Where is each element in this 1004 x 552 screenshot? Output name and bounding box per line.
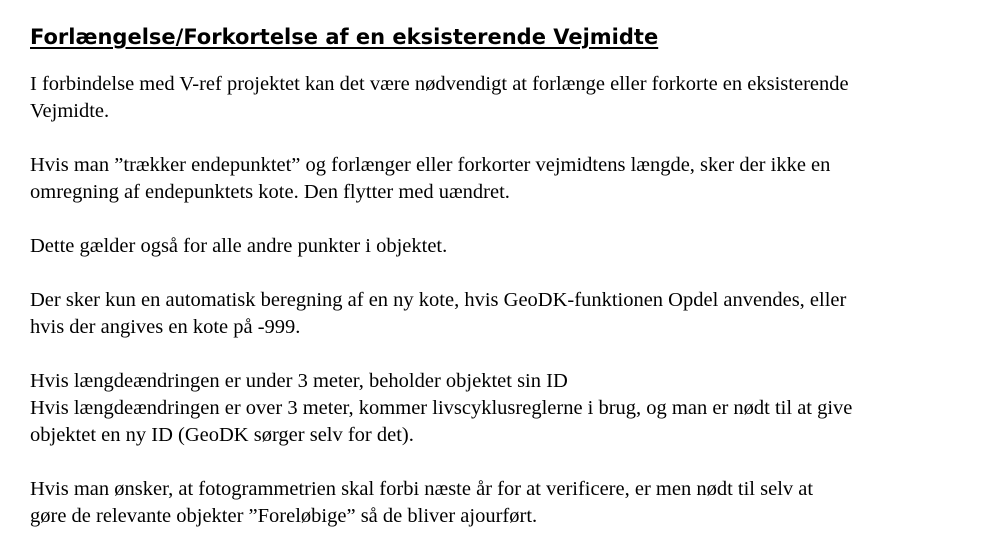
paragraph-photogrammetry	[30, 476, 975, 530]
paragraph-line: Vejmidte.	[30, 100, 110, 122]
paragraph-line: Hvis længdeændringen er under 3 meter, beholder objektet sin ID	[30, 370, 568, 392]
paragraph-line: I forbindelse med V-ref projektet kan det være nødvendigt at forlænge eller forkorte en eksisterende	[30, 73, 849, 95]
paragraph-other-points	[30, 233, 975, 260]
paragraph-line: objektet en ny ID (GeoDK sørger selv for det).	[30, 424, 414, 446]
paragraph-line: omregning af endepunktets kote. Den flytter med uændret.	[30, 181, 510, 203]
paragraph-line: Hvis man ønsker, at fotogrammetrien skal forbi næste år for at verificere, er men nødt til selv at	[30, 478, 814, 500]
paragraph-automatic-calculation	[30, 287, 975, 341]
paragraph-line: hvis der angives en kote på -999.	[30, 316, 301, 338]
paragraph-line: Hvis længdeændringen er over 3 meter, kommer livscyklusreglerne i brug, og man er nødt til at give	[30, 397, 853, 419]
paragraph-line: gøre de relevante objekter ”Foreløbige” så de bliver ajourført.	[30, 505, 538, 527]
paragraph-endpoint-drag	[30, 152, 975, 206]
document-heading: Forlængelse/Forkortelse af en eksisterende Vejmidte	[30, 25, 659, 49]
paragraph-line: Der sker kun en automatisk beregning af en ny kote, hvis GeoDK-funktionen Opdel anvendes, eller	[30, 289, 847, 311]
paragraph-line: Dette gælder også for alle andre punkter i objektet.	[30, 235, 448, 257]
paragraph-length-change-rules	[30, 368, 975, 449]
paragraph-v-ref-intro	[30, 71, 975, 125]
paragraph-line: Hvis man ”trækker endepunktet” og forlænger eller forkorter vejmidtens længde, sker der ikke en	[30, 154, 831, 176]
